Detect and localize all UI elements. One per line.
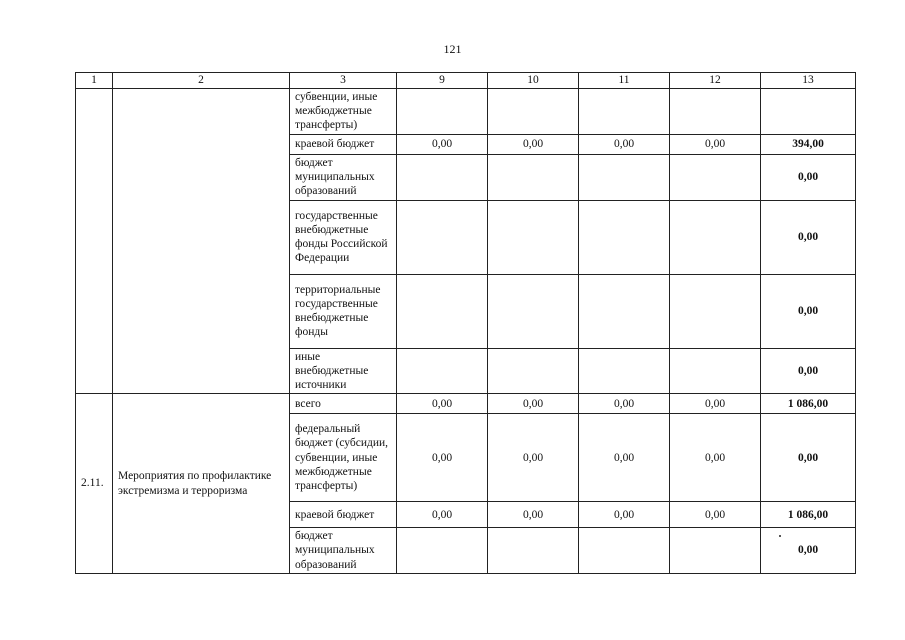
funding-source: бюджет муниципальных образований [290, 154, 397, 200]
value-col12: 0,00 [670, 502, 761, 528]
value-col9 [397, 154, 488, 200]
value-col11 [579, 200, 670, 274]
value-col10: 0,00 [488, 414, 579, 502]
value-col9: 0,00 [397, 394, 488, 414]
funding-source: субвенции, иные межбюджетные трансферты) [290, 89, 397, 135]
value-col11: 0,00 [579, 134, 670, 154]
value-col10: 0,00 [488, 394, 579, 414]
value-col11 [579, 348, 670, 394]
col-header-9: 9 [397, 73, 488, 89]
value-col13: 394,00 [761, 134, 856, 154]
value-col13: 0,00 [761, 274, 856, 348]
funding-source: всего [290, 394, 397, 414]
value-col12 [670, 200, 761, 274]
value-col9 [397, 528, 488, 574]
value-col13: 0,00 [761, 528, 856, 574]
value-col13: 1 086,00 [761, 394, 856, 414]
value-col11 [579, 274, 670, 348]
value-col13: 0,00 [761, 414, 856, 502]
funding-source: бюджет муниципальных образований [290, 528, 397, 574]
row-code-cell [76, 89, 113, 394]
value-col12: 0,00 [670, 134, 761, 154]
value-col10 [488, 274, 579, 348]
value-col9 [397, 200, 488, 274]
row-code-cell: 2.11. [76, 394, 113, 574]
value-col12: 0,00 [670, 394, 761, 414]
value-col9: 0,00 [397, 502, 488, 528]
value-col13: 1 086,00 [761, 502, 856, 528]
value-col10 [488, 528, 579, 574]
value-col10 [488, 89, 579, 135]
row-name-cell [113, 89, 290, 394]
col-header-2: 2 [113, 73, 290, 89]
budget-table [75, 72, 856, 574]
value-col12 [670, 348, 761, 394]
value-col12 [670, 528, 761, 574]
value-col13: 0,00 [761, 154, 856, 200]
funding-source: краевой бюджет [290, 502, 397, 528]
value-col11 [579, 528, 670, 574]
value-col12 [670, 89, 761, 135]
value-col11: 0,00 [579, 394, 670, 414]
value-col11: 0,00 [579, 502, 670, 528]
value-col12 [670, 154, 761, 200]
value-col10 [488, 348, 579, 394]
col-header-11: 11 [579, 73, 670, 89]
value-col11: 0,00 [579, 414, 670, 502]
funding-source: федеральный бюджет (субсидии, субвенции, иные межбюджетные трансферты) [290, 414, 397, 502]
col-header-13: 13 [761, 73, 856, 89]
col-header-12: 12 [670, 73, 761, 89]
scan-speck [779, 535, 781, 537]
col-header-1: 1 [76, 73, 113, 89]
value-col12 [670, 274, 761, 348]
row-name-cell: Мероприятия по профилактике экстремизма и терроризма [113, 394, 290, 574]
col-header-3: 3 [290, 73, 397, 89]
value-col9: 0,00 [397, 414, 488, 502]
value-col9 [397, 89, 488, 135]
value-col9: 0,00 [397, 134, 488, 154]
value-col12: 0,00 [670, 414, 761, 502]
value-col10 [488, 154, 579, 200]
table-row [76, 89, 856, 135]
col-header-10: 10 [488, 73, 579, 89]
value-col13 [761, 89, 856, 135]
funding-source: иные внебюджетные источники [290, 348, 397, 394]
value-col9 [397, 348, 488, 394]
page-number: 121 [443, 42, 462, 56]
value-col10: 0,00 [488, 134, 579, 154]
table-row [76, 394, 856, 414]
funding-source: государственные внебюджетные фонды Российской Федерации [290, 200, 397, 274]
header-row [76, 73, 856, 89]
value-col11 [579, 154, 670, 200]
value-col13: 0,00 [761, 200, 856, 274]
value-col10: 0,00 [488, 502, 579, 528]
value-col11 [579, 89, 670, 135]
funding-source: территориальные государственные внебюджетные фонды [290, 274, 397, 348]
value-col9 [397, 274, 488, 348]
value-col10 [488, 200, 579, 274]
funding-source: краевой бюджет [290, 134, 397, 154]
value-col13: 0,00 [761, 348, 856, 394]
